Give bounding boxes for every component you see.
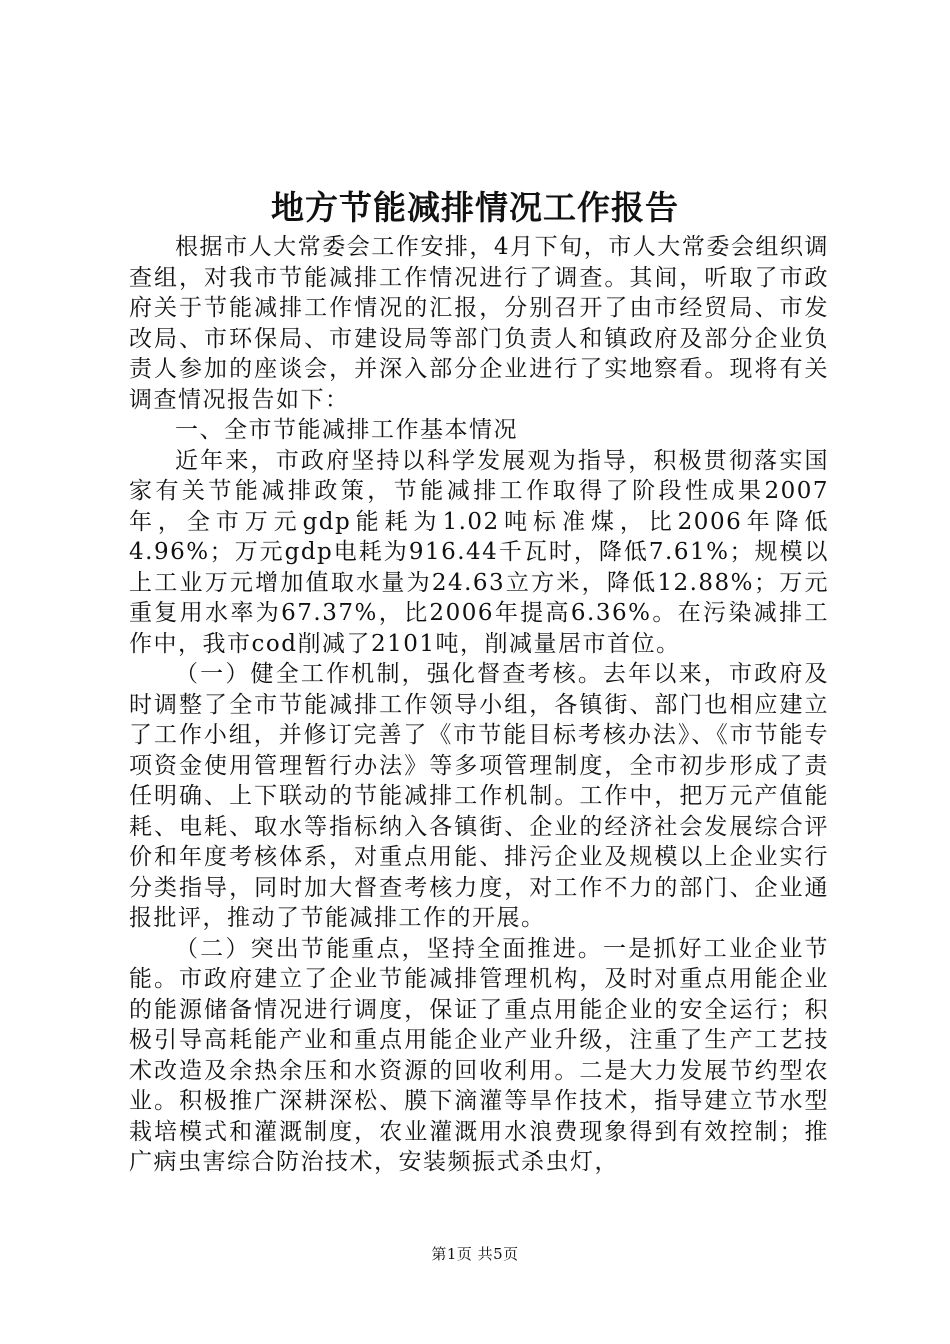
document-body bbox=[129, 232, 829, 1178]
document-title: 地方节能减排情况工作报告 bbox=[271, 188, 679, 227]
page-number-footer: 第1页 共5页 bbox=[431, 1245, 519, 1263]
paragraph-intro: 根据市人大常委会工作安排，4月下旬，市人大常委会组织调查组，对我市节能减排工作情况进行了调查。其间，听取了市政府关于节能减排工作情况的汇报，分别召开了由市经贸局、市发改局、市环保局、市建设局等部门负责人和镇政府及部分企业负责人参加的座谈会，并深入部分企业进行了实地察看。现将有关调查情况报告如下： bbox=[129, 234, 829, 413]
paragraph-mechanism: （一）健全工作机制，强化督查考核。去年以来，市政府及时调整了全市节能减排工作领导小组，各镇街、部门也相应建立了工作小组，并修订完善了《市节能目标考核办法》、《市节能专项资金使用管理暂行办法》等多项管理制度，全市初步形成了责任明确、上下联动的节能减排工作机制。工作中，把万元产值能耗、电耗、取水等指标纳入各镇街、企业的经济社会发展综合评价和年度考核体系，对重点用能、排污企业及规模以上企业实行分类指导，同时加大督查考核力度，对工作不力的部门、企业通报批评，推动了节能减排工作的开展。 bbox=[129, 661, 829, 931]
paragraph-overview: 近年来，市政府坚持以科学发展观为指导，积极贯彻落实国家有关节能减排政策，节能减排工作取得了阶段性成果2007年，全市万元gdp能耗为1.02吨标准煤，比2006年降低4.96%；万元gdp电耗为916.44千瓦时，降低7.61%；规模以上工业万元增加值取水量为24.63立方米，降低12.88%；万元重复用水率为67.37%，比2006年提高6.36%。在污染减排工作中，我市cod削减了2101吨，削减量居市首位。 bbox=[129, 447, 829, 657]
section-heading-1: 一、全市节能减排工作基本情况 bbox=[175, 417, 518, 443]
paragraph-key-points: （二）突出节能重点，坚持全面推进。一是抓好工业企业节能。市政府建立了企业节能减排管理机构，及时对重点用能企业的能源储备情况进行调度，保证了重点用能企业的安全运行；积极引导高耗能产业和重点用能企业产业升级，注重了生产工艺技术改造及余热余压和水资源的回收利用。二是大力发展节约型农业。积极推广深耕深松、膜下滴灌等旱作技术，指导建立节水型栽培模式和灌溉制度，农业灌溉用水浪费现象得到有效控制；推广病虫害综合防治技术，安装频振式杀虫灯， bbox=[129, 935, 829, 1175]
